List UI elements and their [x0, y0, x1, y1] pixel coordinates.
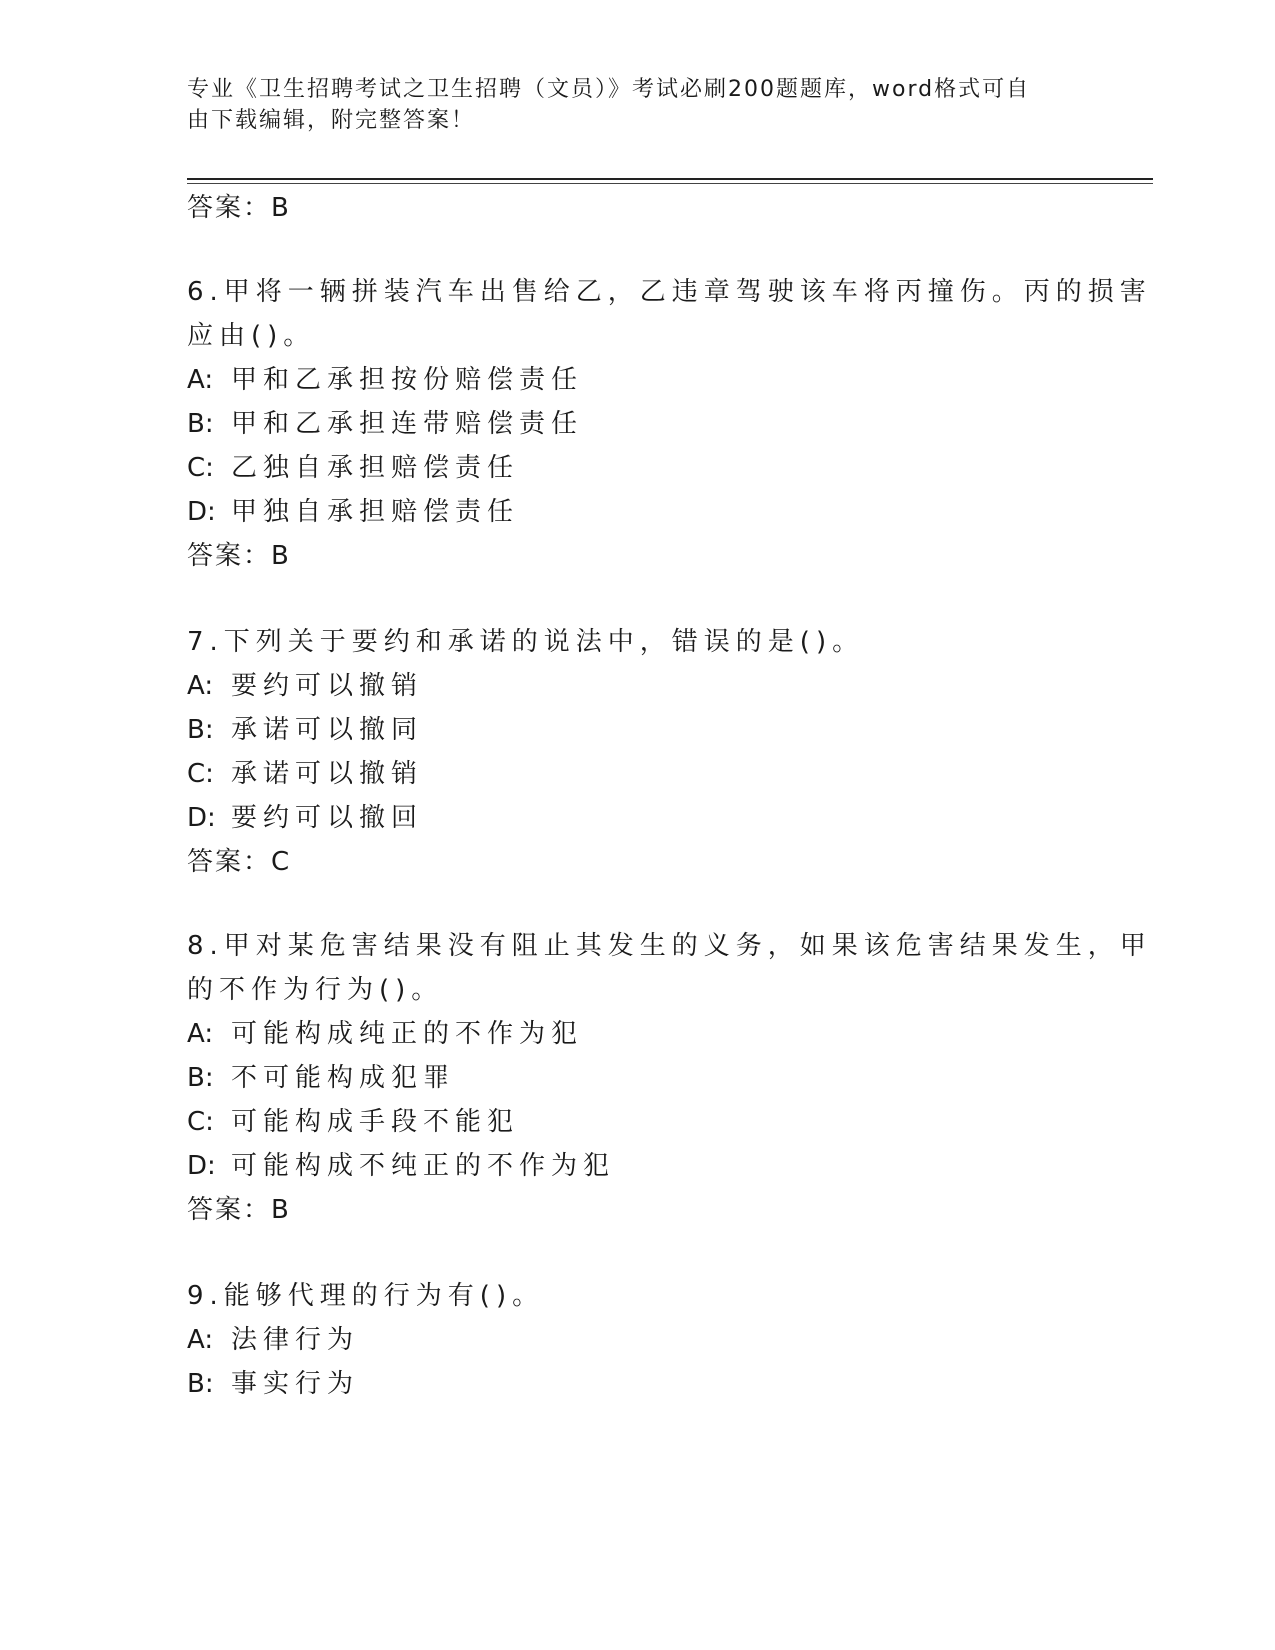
- option-label: A:: [187, 671, 214, 701]
- question-9-option-a: [187, 1322, 1087, 1358]
- option-label: A:: [187, 1019, 214, 1049]
- question-7-option-d: [187, 800, 1087, 836]
- question-6-stem-line-1: 6.甲将一辆拼装汽车出售给乙，乙违章驾驶该车将丙撞伤。丙的损害: [187, 277, 1152, 307]
- question-7-option-b: [187, 712, 1087, 748]
- header-rule-thin: [187, 183, 1153, 184]
- question-6-stem-line-2: 应由()。: [187, 321, 316, 351]
- option-label: D:: [187, 803, 216, 833]
- option-text: 甲和乙承担连带赔偿责任: [231, 409, 584, 439]
- option-text: 要约可以撤回: [231, 803, 424, 833]
- option-label: B:: [187, 1369, 214, 1399]
- option-text: 不可能构成犯罪: [231, 1063, 456, 1093]
- option-label: B:: [187, 409, 214, 439]
- option-text: 可能构成不纯正的不作为犯: [231, 1151, 616, 1181]
- question-6-answer: 答案：B: [187, 541, 291, 571]
- question-7-option-c: [187, 756, 1087, 792]
- answer-line: 答案：B: [187, 193, 291, 223]
- question-8-option-b: [187, 1060, 1087, 1096]
- question-6-option-d: [187, 494, 1087, 530]
- question-7-answer: 答案：C: [187, 847, 292, 877]
- option-text: 承诺可以撤同: [231, 715, 424, 745]
- option-label: C:: [187, 1107, 214, 1137]
- option-label: A:: [187, 1325, 214, 1355]
- option-text: 要约可以撤销: [231, 671, 424, 701]
- option-label: B:: [187, 1063, 214, 1093]
- question-8-stem-line-1: 8.甲对某危害结果没有阻止其发生的义务，如果该危害结果发生，甲: [187, 931, 1152, 961]
- header-line-1: 专业《卫生招聘考试之卫生招聘（文员）》考试必刷200题题库，word格式可自: [187, 77, 1031, 102]
- option-label: B:: [187, 715, 214, 745]
- option-label: D:: [187, 497, 216, 527]
- question-8-stem-line-2: 的不作为行为()。: [187, 975, 444, 1005]
- question-7-stem-line-1: 7.下列关于要约和承诺的说法中，错误的是()。: [187, 627, 865, 657]
- option-label: C:: [187, 453, 214, 483]
- question-9-stem-line-1: 9.能够代理的行为有()。: [187, 1281, 545, 1311]
- option-text: 承诺可以撤销: [231, 759, 424, 789]
- option-text: 事实行为: [231, 1369, 360, 1399]
- question-9-option-b: [187, 1366, 1087, 1402]
- option-text: 可能构成手段不能犯: [231, 1107, 520, 1137]
- option-text: 可能构成纯正的不作为犯: [231, 1019, 584, 1049]
- option-label: A:: [187, 365, 214, 395]
- header-line-2: 由下载编辑，附完整答案！: [187, 108, 476, 133]
- option-text: 法律行为: [231, 1325, 360, 1355]
- question-7-option-a: [187, 668, 1087, 704]
- question-6-option-b: [187, 406, 1087, 442]
- option-label: D:: [187, 1151, 216, 1181]
- question-6-option-a: [187, 362, 1087, 398]
- question-6-option-c: [187, 450, 1087, 486]
- document-header: [187, 74, 1067, 136]
- option-label: C:: [187, 759, 214, 789]
- question-8-answer: 答案：B: [187, 1195, 291, 1225]
- option-text: 乙独自承担赔偿责任: [231, 453, 520, 483]
- header-rule-thick: [187, 178, 1153, 180]
- option-text: 甲独自承担赔偿责任: [231, 497, 520, 527]
- option-text: 甲和乙承担按份赔偿责任: [231, 365, 584, 395]
- question-8-option-c: [187, 1104, 1087, 1140]
- question-8-option-d: [187, 1148, 1087, 1184]
- question-8-option-a: [187, 1016, 1087, 1052]
